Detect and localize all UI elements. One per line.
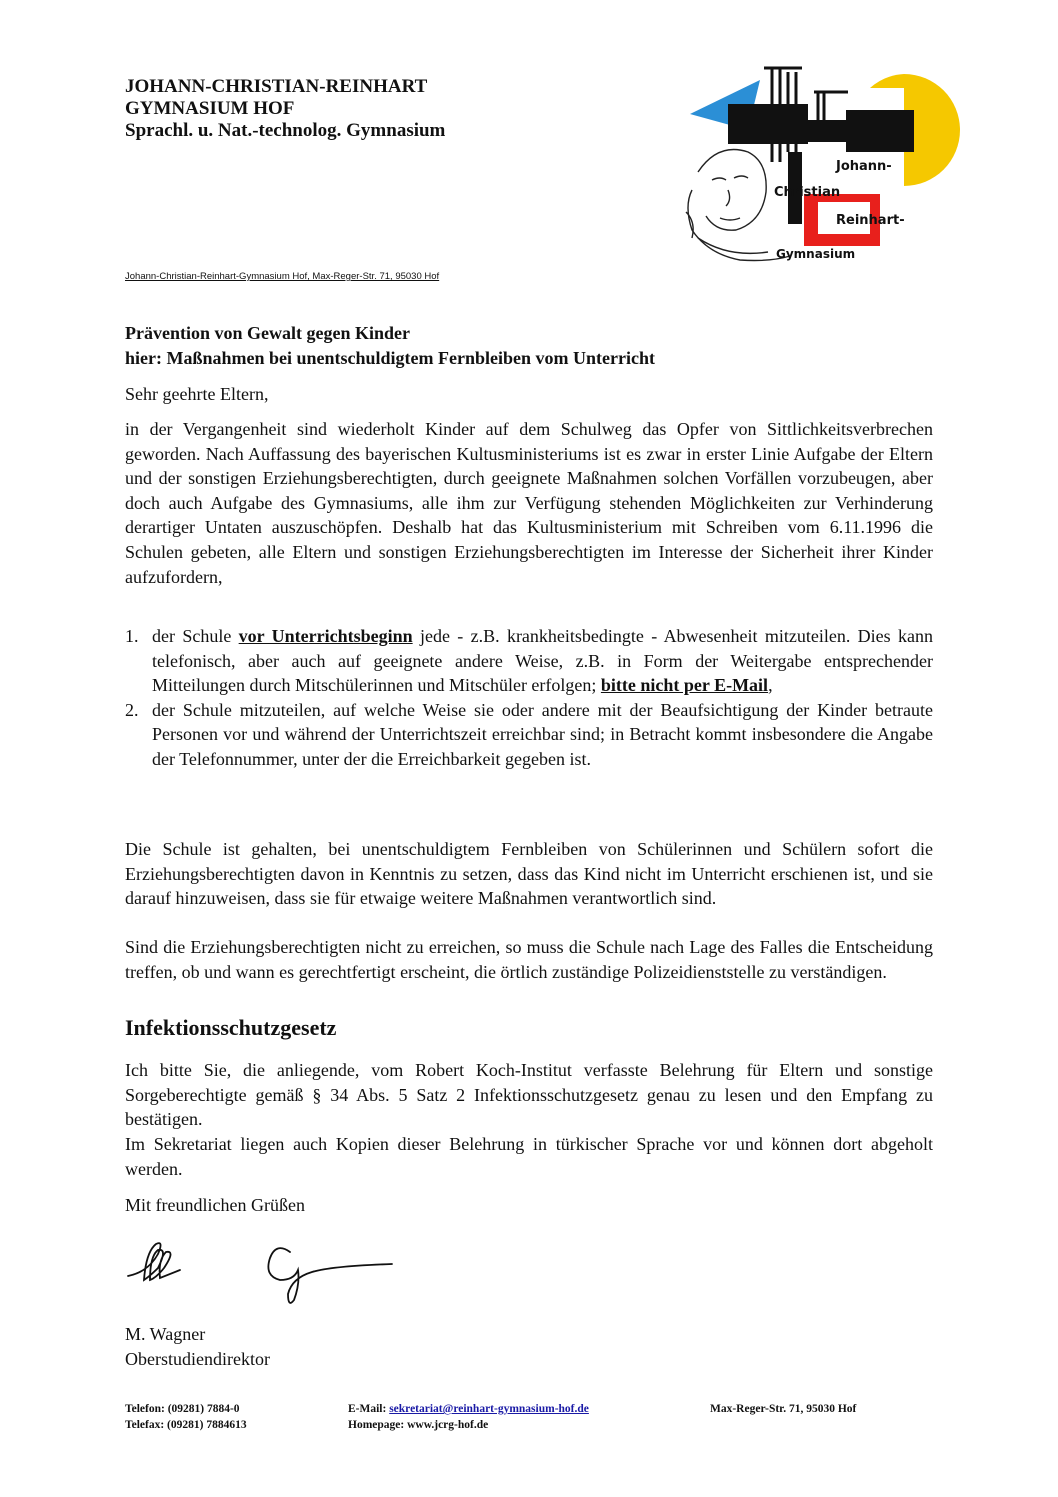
salutation: Sehr geehrte Eltern, bbox=[125, 384, 269, 404]
footer-homepage: Homepage: www.jcrg-hof.de bbox=[348, 1419, 489, 1431]
list-item-text: jede - z.B. krankheitsbedingte - Abwesenheit mitzuteilen. Dies kann telefonisch, aber auch auf geeignete andere Weise, z.B. in Form der Weitergabe entsprechender Mitteilungen durch Mitschülerinnen und Mitschüler erfolgen; bbox=[152, 626, 933, 696]
section-heading: Infektionsschutzgesetz bbox=[125, 1015, 337, 1040]
footer-email-group bbox=[348, 1401, 589, 1417]
signer-block bbox=[125, 1322, 270, 1371]
list-item-number: 2. bbox=[125, 699, 139, 720]
logo-text-4: Gymnasium bbox=[776, 247, 856, 261]
signer-name: M. Wagner bbox=[125, 1324, 206, 1344]
school-logo bbox=[668, 62, 964, 268]
list-item-number: 1. bbox=[125, 626, 139, 646]
return-address: Johann-Christian-Reinhart-Gymnasium Hof, Max-Reger-Str. 71, 95030 Hof bbox=[125, 271, 440, 282]
paragraph-turkish-copies: Im Sekretariat liegen auch Kopien dieser Belehrung in türkischer Sprache vor und können dort abgeholt werden. bbox=[125, 1134, 933, 1179]
paragraph-infection-law: Ich bitte Sie, die anliegende, vom Robert Koch-Institut verfasste Belehrung für Eltern und sonstige Sorgeberechtigte gemäß § 34 Abs. 5 Satz 2 Infektionsschutzgesetz genau zu lesen und den Empfang zu bestätigen. bbox=[125, 1060, 933, 1130]
school-name-line-3: Sprachl. u. Nat.-technolog. Gymnasium bbox=[125, 120, 446, 141]
footer-fax: Telefax: (09281) 7884613 bbox=[125, 1419, 247, 1431]
list-item bbox=[125, 624, 933, 698]
signature bbox=[120, 1228, 400, 1308]
list-item bbox=[125, 698, 933, 772]
closing: Mit freundlichen Grüßen bbox=[125, 1195, 305, 1215]
logo-text-3: Reinhart- bbox=[836, 213, 905, 228]
signer-title: Oberstudiendirektor bbox=[125, 1348, 270, 1369]
footer-email-label: E-Mail: bbox=[348, 1403, 390, 1415]
school-name-block bbox=[125, 76, 445, 142]
emphasis-before-lesson: vor Unterrichtsbeginn bbox=[238, 626, 413, 646]
footer-phone: Telefon: (09281) 7884-0 bbox=[125, 1403, 240, 1415]
list-item-text: der Schule mitzuteilen, auf welche Weise sie oder andere mit der Beaufsichtigung der Kinder betraute Personen vor und während der Unterrichtszeit erreichbar sind; in Betracht kommt insbesondere die Angabe der Telefonnummer, unter der die Erreichbarkeit gegeben ist. bbox=[152, 699, 933, 769]
logo-text-1: Johann- bbox=[836, 159, 892, 174]
list-item-text: der Schule bbox=[152, 626, 239, 646]
footer-email-link[interactable]: sekretariat@reinhart-gymnasium-hof.de bbox=[389, 1403, 589, 1415]
footer bbox=[125, 1401, 945, 1433]
subject-line-1: Prävention von Gewalt gegen Kinder bbox=[125, 323, 410, 343]
school-name-line-2: GYMNASIUM HOF bbox=[125, 98, 295, 119]
footer-address: Max-Reger-Str. 71, 95030 Hof bbox=[710, 1403, 857, 1415]
paragraph-police: Sind die Erziehungsberechtigten nicht zu erreichen, so muss die Schule nach Lage des Falles die Entscheidung treffen, ob und wann es gerechtfertigt erscheint, die örtlich zuständige Polizeidienststelle zu verständigen. bbox=[125, 937, 933, 982]
paragraph-school-obligation: Die Schule ist gehalten, bei unentschuldigtem Fernbleiben von Schülerinnen und Schülern sofort die Erziehungsberechtigten davon in Kenntnis zu setzen, dass das Kind nicht im Unterricht erschienen ist, und sie darauf hinzuweisen, dass sie für etwaige weitere Maßnahmen verantwortlich sind. bbox=[125, 839, 933, 909]
request-list bbox=[125, 624, 933, 772]
logo-text-2: Christian bbox=[774, 185, 841, 200]
paragraph-intro: in der Vergangenheit sind wiederholt Kinder auf dem Schulweg das Opfer von Sittlichkeitsverbrechen geworden. Nach Auffassung des bayerischen Kultusministeriums ist es zwar in erster Linie Aufgabe der Eltern und der sonstigen Erziehungsberechtigten, durch geeignete Maßnahmen solchen Vorfällen vorzubeugen, aber doch auch Aufgabe des Gymnasiums, alle ihm zur Verfügung stehenden Möglichkeiten zur Verhinderung derartiger Untaten auszuschöpfen. Deshalb hat das Kultusministerium mit Schreiben vom 6.11.1996 die Schulen gebeten, alle Eltern und sonstigen Erziehungsberechtigten im Interesse der Sicherheit ihrer Kinder aufzufordern, bbox=[125, 419, 933, 587]
emphasis-no-email: bitte nicht per E-Mail bbox=[600, 675, 769, 696]
subject-block bbox=[125, 321, 655, 371]
subject-line-2: hier: Maßnahmen bei unentschuldigtem Fernbleiben vom Unterricht bbox=[125, 348, 655, 368]
list-item-text: , bbox=[768, 675, 773, 696]
school-name-line-1: JOHANN-CHRISTIAN-REINHART bbox=[125, 76, 428, 97]
